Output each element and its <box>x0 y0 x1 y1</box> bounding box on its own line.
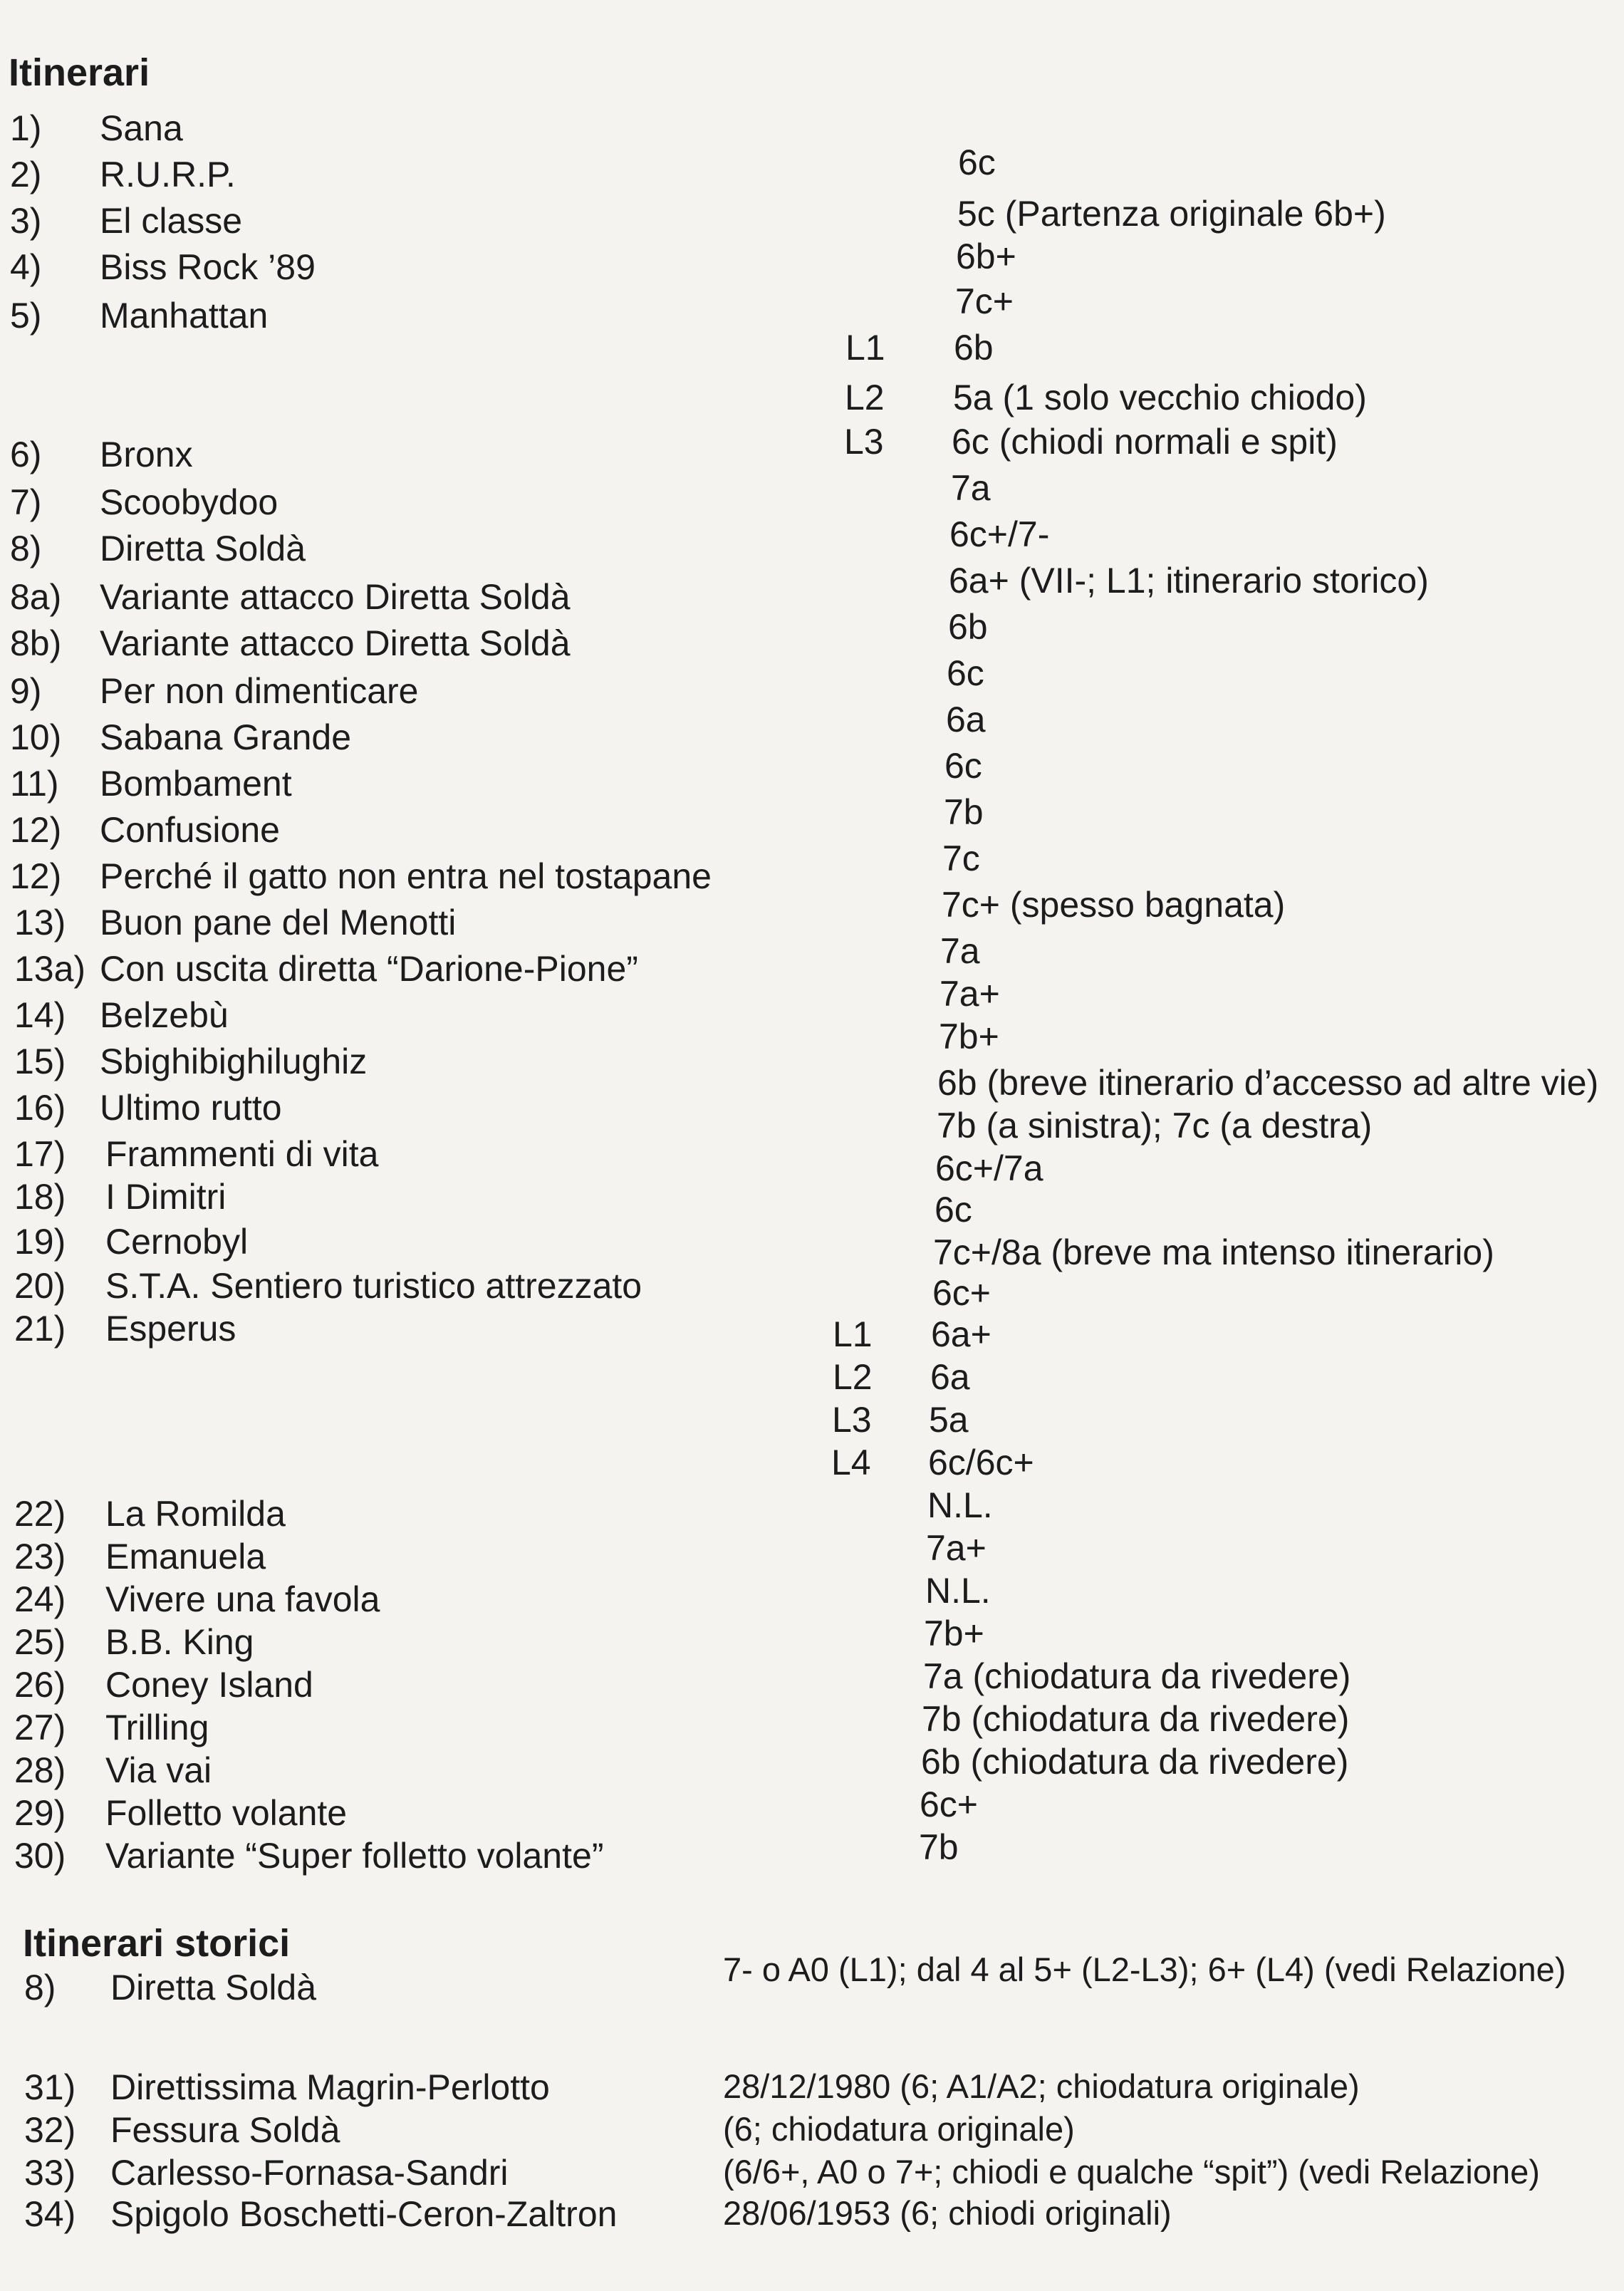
grade-value: 6b <box>948 607 988 647</box>
route-number: 9) <box>10 671 42 711</box>
route-name: Frammenti di vita <box>105 1134 379 1174</box>
route-name: R.U.R.P. <box>100 155 236 194</box>
route-number: 13) <box>14 903 66 942</box>
route-number: 10) <box>10 717 62 757</box>
grade-value: 6b <box>954 328 994 368</box>
grade-value: 6b (chiodatura da rivedere) <box>921 1742 1349 1782</box>
pitch-label: L2 <box>845 378 885 417</box>
grade-value: 6c+/7- <box>949 514 1050 554</box>
grade-value: 7a <box>951 468 991 508</box>
route-number: 18) <box>14 1177 66 1217</box>
historic-route-details: 7- o A0 (L1); dal 4 al 5+ (L2-L3); 6+ (L4) (vedi Relazione) <box>723 1950 1566 1988</box>
pitch-label: L4 <box>831 1443 871 1482</box>
route-name: Bombament <box>100 764 292 804</box>
route-name: El classe <box>100 201 243 241</box>
route-number: 30) <box>14 1836 66 1876</box>
grade-value: 6c+ <box>932 1273 991 1313</box>
route-number: 8) <box>10 529 42 568</box>
route-number: 24) <box>14 1579 66 1619</box>
route-number: 8a) <box>10 577 62 617</box>
historic-route-number: 8) <box>24 1968 56 2007</box>
grade-value: 6a <box>930 1357 970 1397</box>
grade-value: 6c <box>935 1190 972 1230</box>
grade-value: 7b <box>919 1827 959 1867</box>
route-number: 19) <box>14 1222 66 1262</box>
grade-value: 6c <box>947 653 984 693</box>
route-number: 12) <box>10 856 62 896</box>
route-name: B.B. King <box>105 1622 254 1662</box>
route-number: 6) <box>10 435 42 474</box>
historic-route-details: (6/6+, A0 o 7+; chiodi e qualche “spit”) (vedi Relazione) <box>723 2153 1540 2191</box>
grade-value: 5c (Partenza originale 6b+) <box>957 194 1386 234</box>
grade-value: 7b (a sinistra); 7c (a destra) <box>937 1106 1373 1146</box>
grade-value: 6a <box>946 700 986 739</box>
grade-value: 6c <box>958 142 996 182</box>
grade-value: 7c+ <box>955 281 1014 321</box>
route-number: 13a) <box>14 949 86 989</box>
route-number: 3) <box>10 201 42 241</box>
historic-route-name: Direttissima Magrin-Perlotto <box>110 2067 550 2107</box>
grade-value: N.L. <box>927 1485 993 1525</box>
route-name: Via vai <box>105 1750 212 1790</box>
route-number: 1) <box>10 108 42 148</box>
route-number: 17) <box>14 1134 66 1174</box>
route-name: Scoobydoo <box>100 482 279 522</box>
route-name: Biss Rock ’89 <box>100 247 316 287</box>
route-name: Manhattan <box>100 296 269 336</box>
route-number: 12) <box>10 810 62 850</box>
historic-route-name: Diretta Soldà <box>110 1968 317 2007</box>
route-number: 28) <box>14 1750 66 1790</box>
route-name: Confusione <box>100 810 280 850</box>
route-number: 11) <box>10 764 59 804</box>
grade-value: 7a+ <box>926 1528 987 1568</box>
grade-value: 6a+ (VII-; L1; itinerario storico) <box>949 561 1429 601</box>
pitch-label: L2 <box>833 1357 873 1397</box>
grade-value: 6c/6c+ <box>928 1443 1034 1482</box>
route-name: I Dimitri <box>105 1177 227 1217</box>
route-name: Variante attacco Diretta Soldà <box>100 623 571 663</box>
route-number: 2) <box>10 155 42 194</box>
route-name: Vivere una favola <box>105 1579 380 1619</box>
historic-route-number: 34) <box>24 2194 76 2234</box>
route-number: 4) <box>10 247 42 287</box>
route-number: 16) <box>14 1088 66 1128</box>
grade-value: 7c <box>942 838 980 878</box>
route-number: 5) <box>10 296 42 336</box>
route-name: Emanuela <box>105 1537 266 1576</box>
grade-value: 7c+ (spesso bagnata) <box>942 885 1286 925</box>
grade-value: 6b (breve itinerario d’accesso ad altre vie) <box>937 1063 1599 1103</box>
route-number: 29) <box>14 1793 66 1833</box>
route-name: Sana <box>100 108 183 148</box>
pitch-label: L1 <box>845 328 885 368</box>
route-name: Variante “Super folletto volante” <box>105 1836 604 1876</box>
grade-value: 6c+ <box>920 1785 979 1824</box>
grade-value: 6a+ <box>931 1314 991 1354</box>
route-name: Esperus <box>105 1309 236 1349</box>
grade-value: 6b+ <box>956 237 1016 276</box>
route-name: Bronx <box>100 435 193 474</box>
route-number: 7) <box>10 482 42 522</box>
grade-value: 6c+/7a <box>935 1148 1043 1188</box>
route-name: Folletto volante <box>105 1793 348 1833</box>
historic-route-number: 31) <box>24 2067 76 2107</box>
historic-route-name: Fessura Soldà <box>110 2110 340 2150</box>
grade-value: 7a (chiodatura da rivedere) <box>923 1656 1351 1696</box>
pitch-label: L1 <box>833 1314 873 1354</box>
route-number: 23) <box>14 1537 66 1576</box>
route-number: 25) <box>14 1622 66 1662</box>
grade-value: 5a (1 solo vecchio chiodo) <box>953 378 1367 417</box>
route-number: 22) <box>14 1494 66 1534</box>
route-number: 14) <box>14 995 66 1035</box>
historic-route-number: 33) <box>24 2153 76 2193</box>
route-number: 15) <box>14 1041 66 1081</box>
route-name: Sbighibighilughiz <box>100 1041 368 1081</box>
route-number: 21) <box>14 1309 66 1349</box>
route-number: 8b) <box>10 623 62 663</box>
route-name: Sabana Grande <box>100 717 352 757</box>
route-name: Diretta Soldà <box>100 529 306 568</box>
route-number: 26) <box>14 1665 66 1705</box>
route-name: Con uscita diretta “Darione-Pione” <box>100 949 638 989</box>
historic-route-name: Spigolo Boschetti-Ceron-Zaltron <box>110 2194 618 2234</box>
grade-value: 7a+ <box>939 974 1000 1014</box>
route-name: Belzebù <box>100 995 229 1035</box>
pitch-label: L3 <box>844 422 884 462</box>
grade-value: 7c+/8a (breve ma intenso itinerario) <box>933 1232 1494 1272</box>
route-name: Coney Island <box>105 1665 313 1705</box>
historic-route-name: Carlesso-Fornasa-Sandri <box>110 2153 509 2193</box>
historic-route-details: 28/06/1953 (6; chiodi originali) <box>723 2194 1172 2232</box>
route-name: Cernobyl <box>105 1222 249 1262</box>
historic-route-details: 28/12/1980 (6; A1/A2; chiodatura originale) <box>723 2067 1360 2105</box>
route-name: S.T.A. Sentiero turistico attrezzato <box>105 1266 642 1306</box>
grade-value: 7b (chiodatura da rivedere) <box>922 1699 1350 1739</box>
pitch-label: L3 <box>832 1400 872 1440</box>
grade-value: 7a <box>940 931 980 971</box>
grade-value: 7b+ <box>939 1017 999 1056</box>
route-name: Trilling <box>105 1708 209 1747</box>
route-name: Ultimo rutto <box>100 1088 282 1128</box>
route-name: Buon pane del Menotti <box>100 903 457 942</box>
route-number: 27) <box>14 1708 66 1747</box>
route-number: 20) <box>14 1266 66 1306</box>
section-title-itinerari: Itinerari <box>9 51 150 94</box>
grade-value: 5a <box>929 1400 969 1440</box>
route-name: Per non dimenticare <box>100 671 419 711</box>
grade-value: 7b+ <box>924 1614 984 1653</box>
route-name: Perché il gatto non entra nel tostapane <box>100 856 712 896</box>
grade-value: N.L. <box>925 1571 991 1611</box>
historic-route-details: (6; chiodatura originale) <box>723 2110 1075 2148</box>
route-name: La Romilda <box>105 1494 286 1534</box>
grade-value: 7b <box>944 792 984 832</box>
grade-value: 6c <box>944 746 982 786</box>
grade-value: 6c (chiodi normali e spit) <box>952 422 1338 462</box>
section-title-itinerari-storici: Itinerari storici <box>23 1922 291 1965</box>
historic-route-number: 32) <box>24 2110 76 2150</box>
route-name: Variante attacco Diretta Soldà <box>100 577 571 617</box>
